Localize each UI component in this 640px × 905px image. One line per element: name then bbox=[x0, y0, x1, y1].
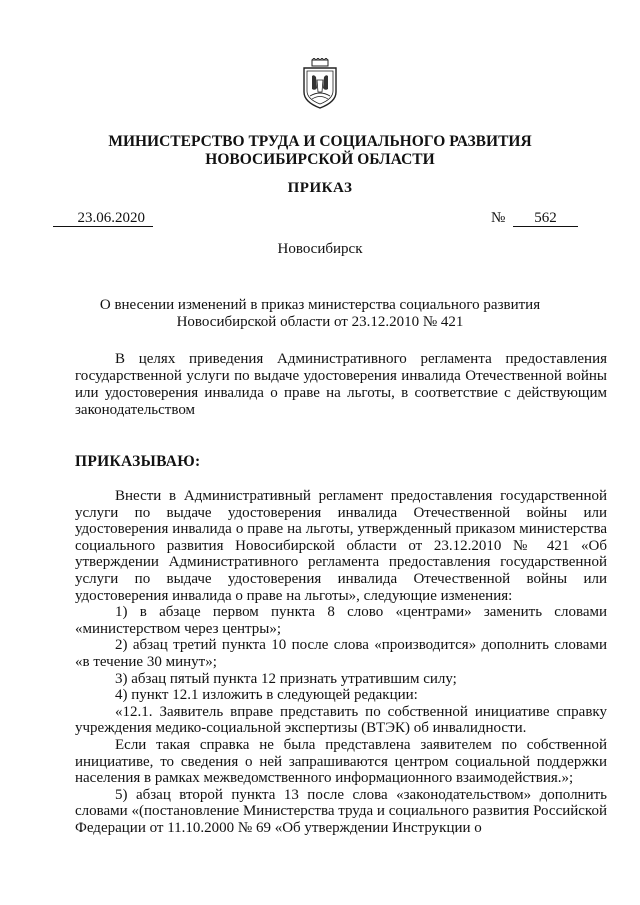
order-subject bbox=[90, 297, 550, 331]
order-subject-line2: Новосибирской области от 23.12.2010 № 421 bbox=[176, 314, 464, 330]
body-paragraph: Внести в Административный регламент предоставления государственной услуги по выдаче удостоверения инвалида Отечественной войны или удостоверения инвалида о праве на льготы, утвержденный приказом министерства социального развития Новосибирской области от 23.12.2010 № 421 «Об утверждении Административного регламента предоставления государственной услуги по выдаче удостоверения инвалида Отечественной войны или удостоверения инвалида о праве на льготы», следующие изменения: bbox=[75, 488, 607, 604]
body-paragraph: 2) абзац третий пункта 10 после слова «производится» дополнить словами «в течение 30 минут»; bbox=[75, 637, 607, 670]
order-date: 23.06.2020 bbox=[53, 210, 153, 227]
body-paragraph: 5) абзац второй пункта 13 после слова «законодательством» дополнить словами «(постановление Министерства труда и социального развития Российской Федерации от 11.10.2000 № 69 «Об утверждении Инструкции о bbox=[75, 786, 607, 836]
order-number: 562 bbox=[513, 210, 578, 227]
order-subject-line1: О внесении изменений в приказ министерства социального развития bbox=[99, 297, 541, 313]
body-paragraph: «12.1. Заявитель вправе представить по собственной инициативе справку учреждения медико-социальной экспертизы (ВТЭК) об инвалидности. bbox=[75, 703, 607, 737]
body-paragraph: 1) в абзаце первом пункта 8 слово «центрами» заменить словами «министерством через центры»; bbox=[75, 604, 607, 637]
preamble: В целях приведения Административного регламента предоставления государственной услуги по выдаче удостоверения инвалида Отечественной войны или удостоверения инвалида о праве на льготы, в соответствие с действующим законодательством bbox=[75, 351, 607, 418]
coat-of-arms-icon bbox=[300, 58, 340, 110]
order-title: ПРИКАЗ bbox=[287, 180, 353, 196]
ministry-name-line2: НОВОСИБИРСКОЙ ОБЛАСТИ bbox=[205, 151, 435, 168]
order-number-label: № bbox=[491, 210, 506, 226]
city: Новосибирск bbox=[277, 241, 363, 257]
order-body bbox=[75, 488, 607, 836]
body-paragraph: Если такая справка не была представлена заявителем по собственной инициативе, то сведения о ней запрашиваются центром социальной поддержки населения в рамках межведомственного информационного взаимодействия.»; bbox=[75, 736, 607, 787]
decree-word: ПРИКАЗЫВАЮ: bbox=[75, 453, 201, 470]
ministry-name bbox=[60, 133, 580, 169]
ministry-name-line1: МИНИСТЕРСТВО ТРУДА И СОЦИАЛЬНОГО РАЗВИТИЯ bbox=[108, 133, 532, 150]
body-paragraph: 4) пункт 12.1 изложить в следующей редакции: bbox=[115, 687, 418, 704]
body-paragraph: 3) абзац пятый пункта 12 признать утратившим силу; bbox=[115, 670, 457, 687]
